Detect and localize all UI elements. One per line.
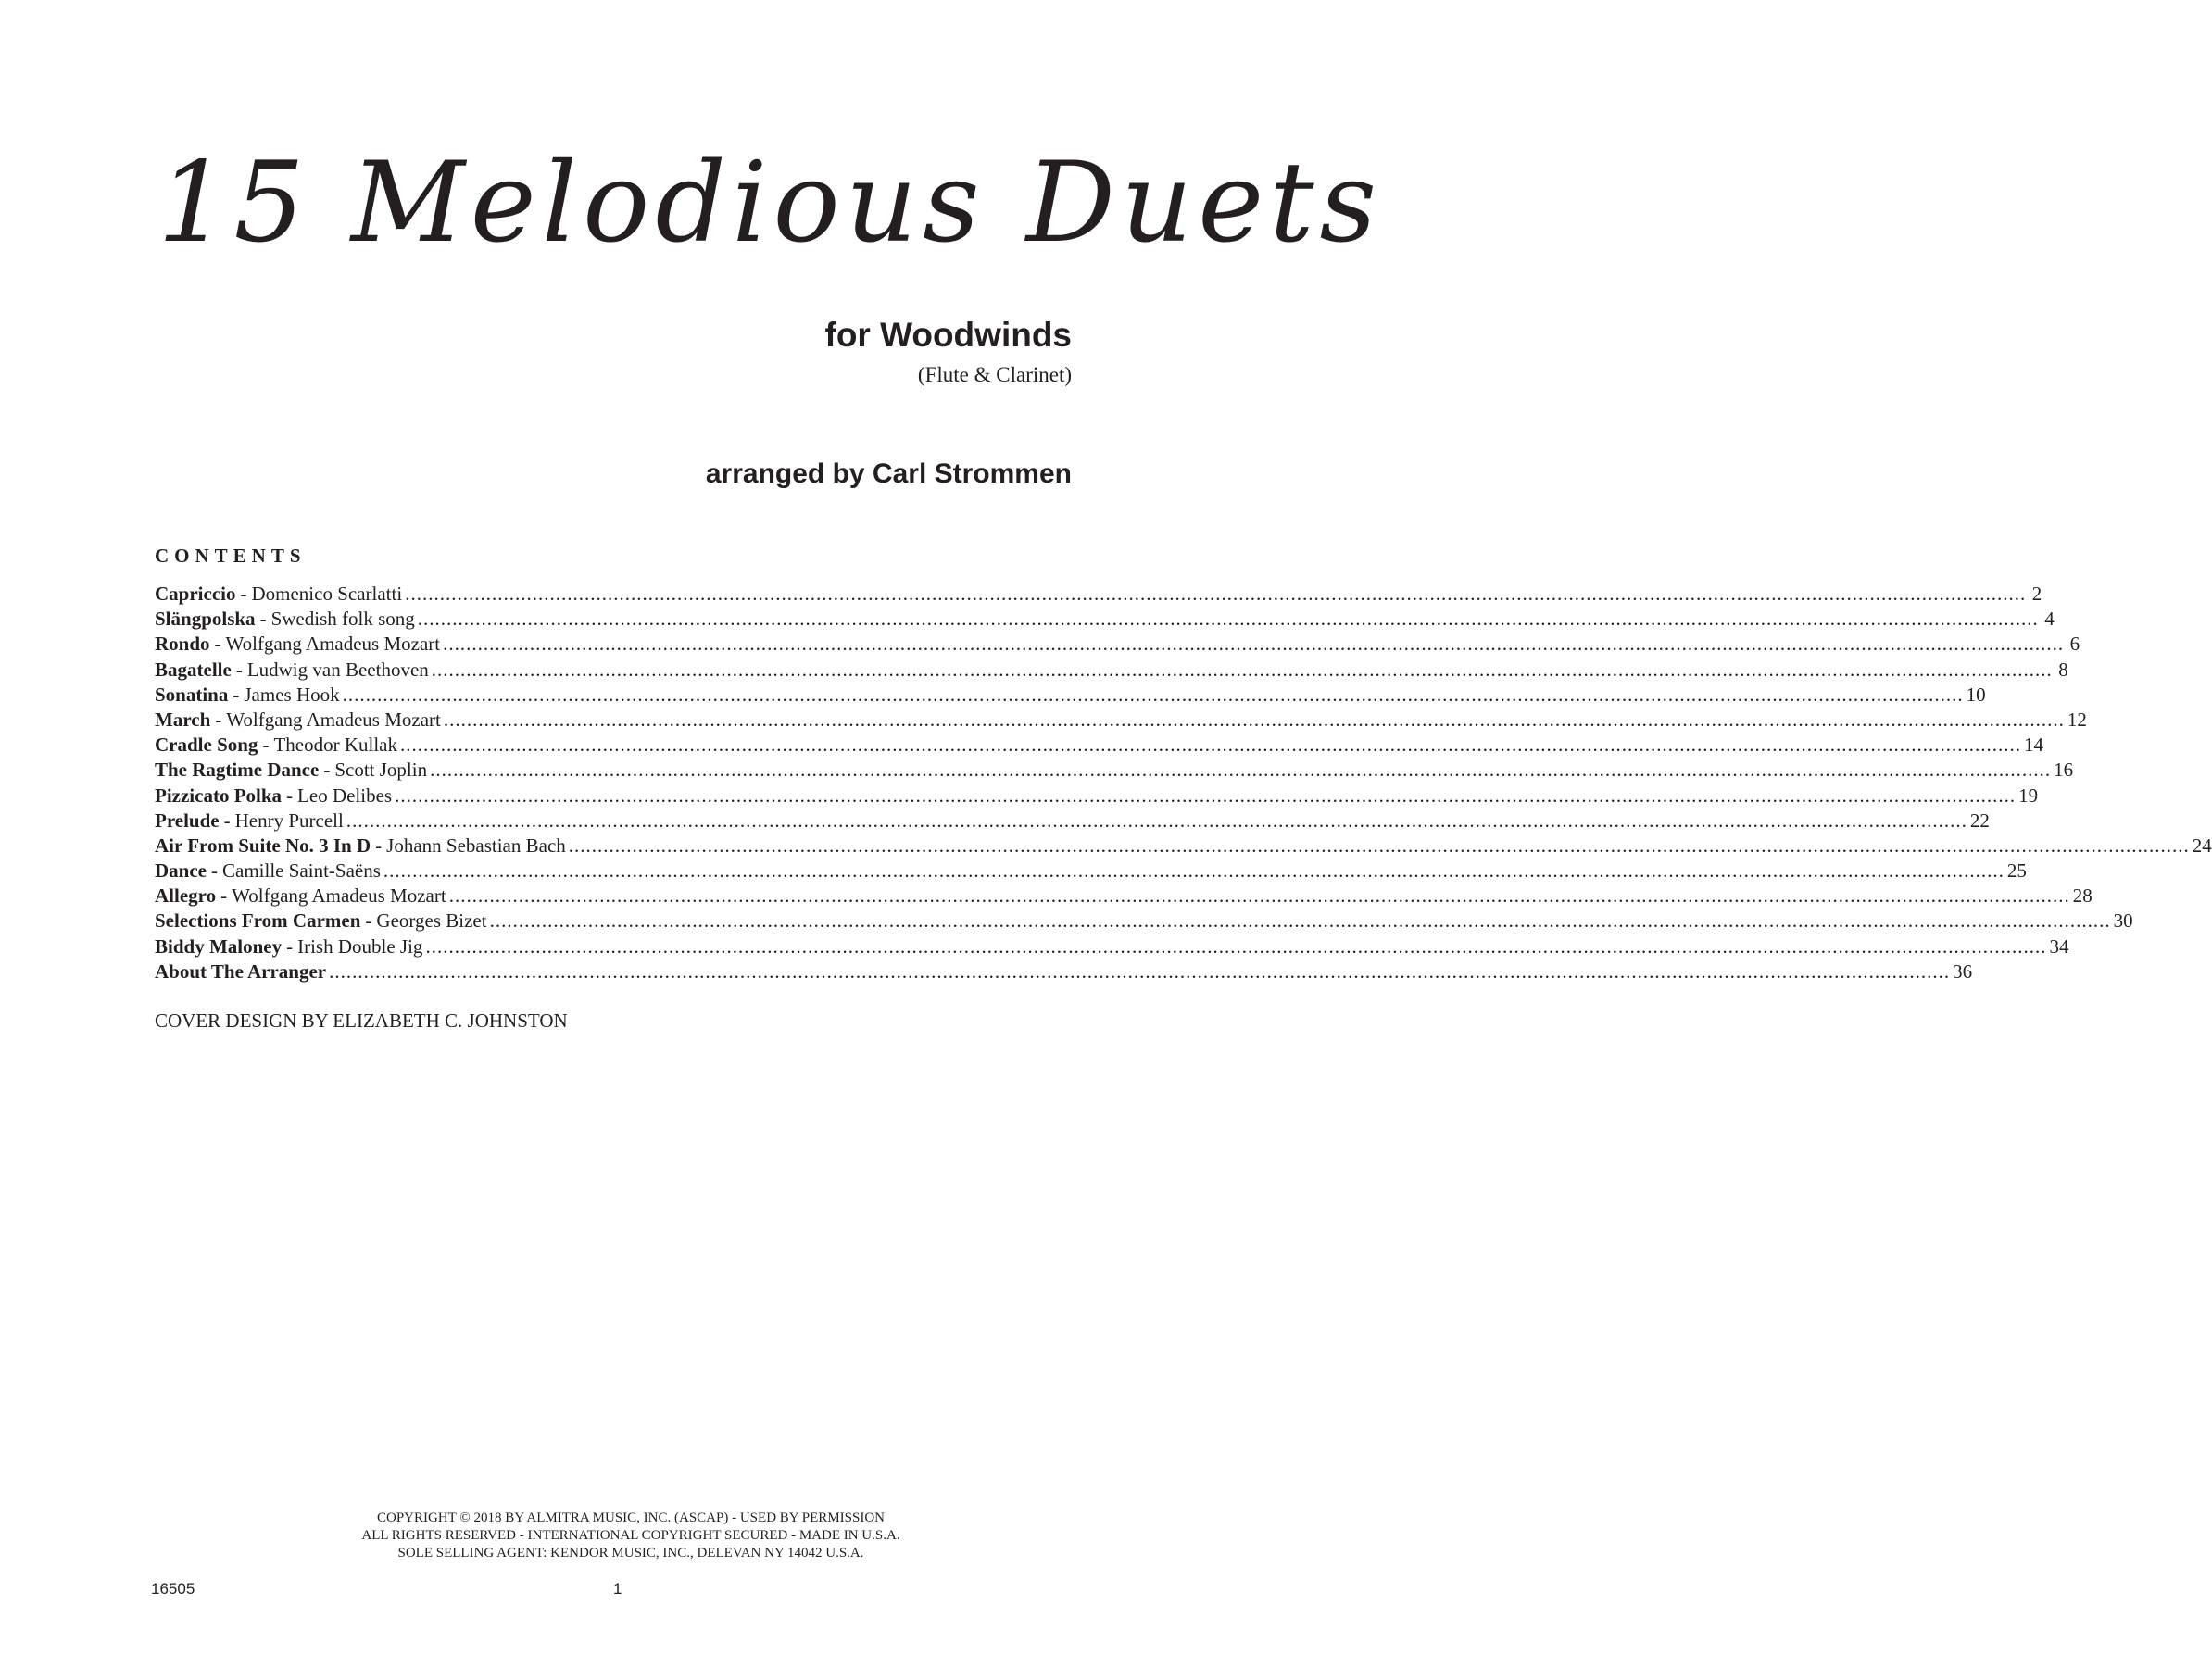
toc-dot-leader bbox=[443, 632, 2064, 657]
toc-entry bbox=[155, 658, 2068, 683]
toc-entry-composer: Georges Bizet bbox=[376, 909, 487, 933]
toc-entry-page: 28 bbox=[2072, 884, 2093, 908]
toc-entry-composer: Domenico Scarlatti bbox=[251, 583, 403, 605]
toc-entry-separator: - bbox=[262, 733, 270, 757]
toc-entry-title: Allegro bbox=[155, 884, 217, 908]
toc-entry-separator: - bbox=[365, 909, 372, 933]
toc-entry-separator: - bbox=[220, 884, 228, 908]
toc-entry-title: Selections From Carmen bbox=[155, 909, 361, 933]
toc-entry bbox=[155, 783, 2039, 808]
subtitle: for Woodwinds bbox=[824, 316, 1072, 354]
toc-entry-composer: Scott Joplin bbox=[334, 758, 428, 782]
contents-heading: CONTENTS bbox=[155, 545, 307, 567]
toc-dot-leader bbox=[425, 934, 2046, 959]
toc-dot-leader bbox=[490, 909, 2111, 934]
toc-entry-composer: Wolfgang Amadeus Mozart bbox=[226, 708, 441, 731]
copyright-notice bbox=[0, 1510, 1252, 1562]
page-title: 15 Melodious Duets bbox=[157, 139, 1383, 268]
toc-dot-leader bbox=[383, 859, 2005, 884]
toc-entry bbox=[155, 909, 2133, 934]
toc-entry-title: Air From Suite No. 3 In D bbox=[155, 834, 371, 857]
toc-entry-separator: - bbox=[286, 934, 294, 958]
toc-entry bbox=[155, 959, 1973, 984]
toc-entry-title: Slängpolska bbox=[155, 608, 256, 631]
toc-entry-page: 24 bbox=[2192, 834, 2212, 857]
toc-entry-composer: Camille Saint-Saëns bbox=[222, 859, 381, 883]
toc-entry-composer: Wolfgang Amadeus Mozart bbox=[225, 633, 441, 656]
instrumentation: (Flute & Clarinet) bbox=[917, 363, 1072, 386]
toc-entry-title: Rondo bbox=[155, 633, 210, 656]
toc-entry-page: 19 bbox=[2018, 783, 2039, 807]
arranger-credit: arranged by Carl Strommen bbox=[705, 458, 1072, 489]
toc-entry-separator: - bbox=[240, 583, 247, 605]
toc-entry-composer: Leo Delibes bbox=[297, 783, 393, 807]
toc-entry bbox=[155, 683, 1986, 708]
toc-entry-page: 2 bbox=[2031, 583, 2042, 605]
toc-entry-composer: Theodor Kullak bbox=[273, 733, 397, 757]
toc-entry-page: 4 bbox=[2044, 608, 2055, 631]
toc-entry-separator: - bbox=[215, 708, 222, 731]
toc-entry bbox=[155, 632, 2080, 657]
toc-entry-composer: Irish Double Jig bbox=[297, 934, 423, 958]
toc-entry bbox=[155, 834, 2212, 859]
toc-entry-separator: - bbox=[233, 683, 240, 706]
cover-design-credit: COVER DESIGN BY ELIZABETH C. JOHNSTON bbox=[155, 1009, 568, 1032]
toc-entry-separator: - bbox=[323, 758, 331, 782]
toc-entry-title: Pizzicato Polka bbox=[155, 783, 283, 807]
catalog-number: 16505 bbox=[151, 1580, 195, 1598]
toc-entry bbox=[155, 884, 2093, 909]
toc-entry-separator: - bbox=[375, 834, 383, 857]
toc-entry-page: 30 bbox=[2113, 909, 2133, 933]
toc-entry-separator: - bbox=[214, 633, 221, 656]
toc-entry-page: 6 bbox=[2069, 633, 2080, 656]
toc-entry-title: Capriccio bbox=[155, 583, 236, 605]
toc-entry-page: 16 bbox=[2054, 758, 2074, 782]
toc-entry-title: The Ragtime Dance bbox=[155, 758, 320, 782]
toc-entry-title: Prelude bbox=[155, 808, 220, 832]
toc-dot-leader bbox=[400, 733, 2021, 758]
toc-entry-page: 25 bbox=[2006, 859, 2027, 883]
toc-dot-leader bbox=[418, 607, 2039, 632]
toc-entry-page: 8 bbox=[2058, 658, 2068, 681]
table-of-contents bbox=[155, 582, 2212, 984]
toc-dot-leader bbox=[343, 683, 1964, 708]
toc-entry bbox=[155, 733, 2043, 758]
toc-entry-separator: - bbox=[211, 859, 218, 883]
toc-entry-separator: - bbox=[235, 658, 243, 681]
toc-entry-page: 14 bbox=[2023, 733, 2043, 757]
toc-entry bbox=[155, 582, 2042, 607]
toc-entry-page: 10 bbox=[1966, 683, 1986, 706]
copyright-line: ALL RIGHTS RESERVED - INTERNATIONAL COPYRIGHT SECURED - MADE IN U.S.A. bbox=[361, 1528, 900, 1543]
toc-dot-leader bbox=[449, 884, 2070, 909]
toc-entry-title: Cradle Song bbox=[155, 733, 258, 757]
toc-entry-composer: Wolfgang Amadeus Mozart bbox=[232, 884, 446, 908]
toc-entry-composer: Henry Purcell bbox=[234, 808, 344, 832]
toc-entry-separator: - bbox=[286, 783, 294, 807]
toc-entry-title: Dance bbox=[155, 859, 207, 883]
toc-entry bbox=[155, 859, 2027, 884]
toc-dot-leader bbox=[395, 783, 2016, 808]
toc-entry-separator: - bbox=[259, 608, 267, 631]
toc-entry-title: March bbox=[155, 708, 211, 731]
toc-dot-leader bbox=[405, 582, 2026, 607]
toc-entry-page: 34 bbox=[2049, 934, 2069, 958]
toc-entry-title: Bagatelle bbox=[155, 658, 232, 681]
toc-entry-title: Sonatina bbox=[155, 683, 229, 706]
toc-entry bbox=[155, 758, 2074, 783]
toc-dot-leader bbox=[569, 834, 2190, 859]
toc-entry-page: 36 bbox=[1953, 959, 1973, 983]
page-number: 1 bbox=[613, 1580, 622, 1598]
toc-entry bbox=[155, 708, 2087, 733]
toc-entry-page: 12 bbox=[2067, 708, 2087, 731]
toc-entry-composer: James Hook bbox=[244, 683, 340, 706]
toc-entry-composer: Swedish folk song bbox=[270, 608, 415, 631]
toc-entry-title: Biddy Maloney bbox=[155, 934, 283, 958]
toc-dot-leader bbox=[444, 708, 2065, 733]
toc-entry bbox=[155, 808, 1990, 834]
toc-entry-composer: Ludwig van Beethoven bbox=[246, 658, 429, 681]
copyright-line: COPYRIGHT © 2018 BY ALMITRA MUSIC, INC. (ASCAP) - USED BY PERMISSION bbox=[377, 1510, 885, 1525]
toc-entry-page: 22 bbox=[1969, 808, 1990, 832]
toc-dot-leader bbox=[346, 808, 1967, 834]
copyright-line: SOLE SELLING AGENT: KENDOR MUSIC, INC., DELEVAN NY 14042 U.S.A. bbox=[397, 1546, 864, 1560]
toc-dot-leader bbox=[329, 959, 1950, 984]
toc-entry-separator: - bbox=[223, 808, 231, 832]
toc-entry bbox=[155, 607, 2055, 632]
toc-entry-composer: Johann Sebastian Bach bbox=[386, 834, 566, 857]
toc-entry-title: About The Arranger bbox=[155, 959, 327, 983]
toc-dot-leader bbox=[430, 758, 2051, 783]
toc-entry bbox=[155, 934, 2069, 959]
toc-dot-leader bbox=[432, 658, 2053, 683]
